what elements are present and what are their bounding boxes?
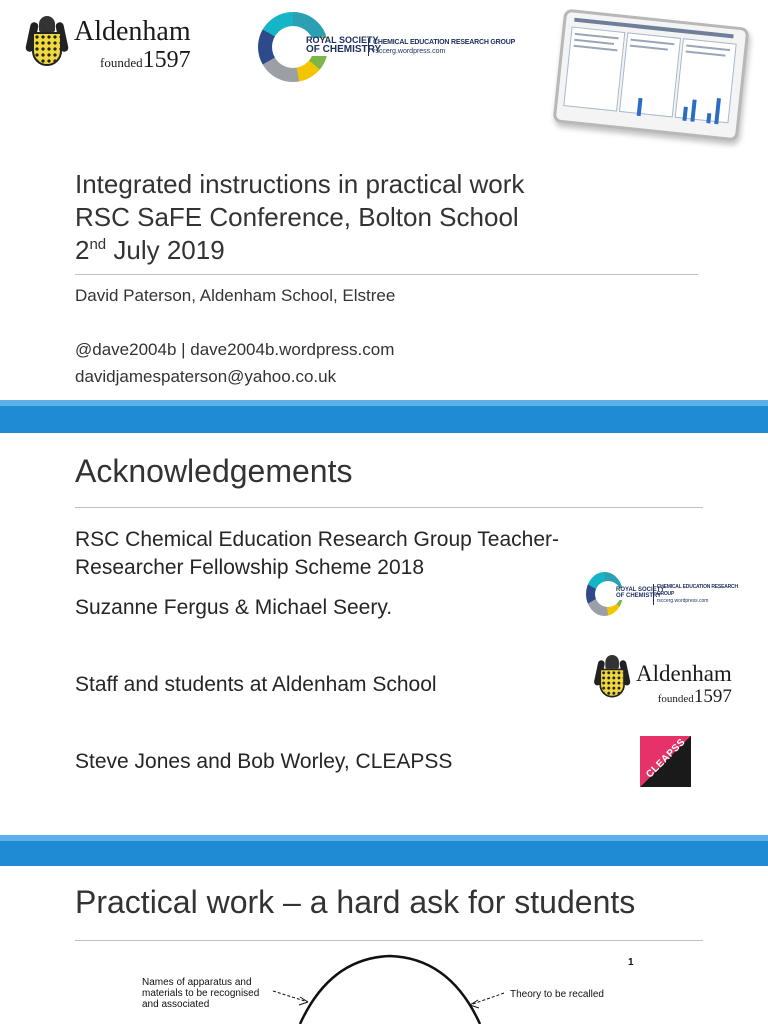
slide-separator bbox=[0, 400, 768, 433]
diagram-label-theory: Theory to be recalled bbox=[510, 989, 604, 1000]
slide-heading: Practical work – a hard ask for students bbox=[75, 884, 636, 920]
aldenham-small-founded: founded1597 bbox=[657, 686, 732, 707]
rsc-line1: ROYAL SOCIETY bbox=[306, 35, 379, 45]
ack-rsc-fellowship: RSC Chemical Education Research Group Teacher- Researcher Fellowship Scheme 2018 bbox=[75, 528, 560, 579]
title-divider bbox=[75, 274, 698, 275]
cleapss-logo-text: CLEAPSS bbox=[644, 736, 688, 781]
practical-demands-diagram bbox=[0, 866, 768, 1024]
diagram-page-number: 1 bbox=[628, 957, 634, 968]
title-line-2: RSC SaFE Conference, Bolton School bbox=[75, 202, 519, 232]
aldenham-logo bbox=[28, 16, 191, 74]
author-line: David Paterson, Aldenham School, Elstree bbox=[75, 286, 396, 305]
aldenham-logo-small bbox=[596, 655, 732, 713]
rsc-logo bbox=[258, 12, 515, 82]
title-slide bbox=[0, 0, 768, 400]
presentation-title bbox=[75, 168, 524, 267]
rsc-site: rsccerg.wordpress.com bbox=[373, 48, 446, 55]
ack-aldenham: Staff and students at Aldenham School bbox=[75, 673, 437, 696]
slide-separator bbox=[0, 835, 768, 866]
rsc-small-line1: ROYAL SOCIETY bbox=[616, 587, 665, 593]
poster-thumbnail bbox=[553, 9, 750, 142]
aldenham-founded: founded1597 bbox=[100, 47, 191, 73]
aldenham-crest-icon bbox=[28, 16, 66, 74]
diagram-label-apparatus: Names of apparatus and materials to be recognised and associated bbox=[142, 977, 260, 1010]
title-line-1: Integrated instructions in practical work bbox=[75, 169, 525, 199]
aldenham-small-name: Aldenham bbox=[636, 661, 732, 686]
ack-supervisors: Suzanne Fergus & Michael Seery. bbox=[75, 596, 393, 619]
ack-cleapss: Steve Jones and Bob Worley, CLEAPSS bbox=[75, 750, 453, 773]
aldenham-crest-icon bbox=[596, 655, 628, 704]
acknowledgements-slide bbox=[0, 433, 768, 835]
diagram-arrow-left bbox=[273, 991, 308, 1002]
cleapss-logo bbox=[640, 736, 691, 787]
diagram-circle-arc bbox=[300, 956, 480, 1024]
contact-handle: @dave2004b | dave2004b.wordpress.com bbox=[75, 340, 395, 359]
heading-divider bbox=[75, 507, 703, 508]
rsc-small-group: CHEMICAL EDUCATION RESEARCH GROUP bbox=[656, 583, 738, 597]
title-line-3: 2nd July 2019 bbox=[75, 235, 225, 265]
rsc-group-name: CHEMICAL EDUCATION RESEARCH GROUP bbox=[373, 39, 516, 46]
contact-email: davidjamespaterson@yahoo.co.uk bbox=[75, 367, 337, 386]
diagram-arrow-right bbox=[470, 993, 504, 1005]
rsc-small-line2: OF CHEMISTRY bbox=[616, 593, 662, 600]
rsc-line2: OF CHEMISTRY bbox=[306, 44, 382, 56]
aldenham-name: Aldenham bbox=[74, 16, 191, 47]
rsc-logo-small bbox=[580, 563, 740, 625]
slide-heading: Acknowledgements bbox=[75, 453, 353, 489]
practical-work-slide bbox=[0, 866, 768, 1024]
rsc-small-site: rsccerg.wordpress.com bbox=[656, 597, 709, 604]
